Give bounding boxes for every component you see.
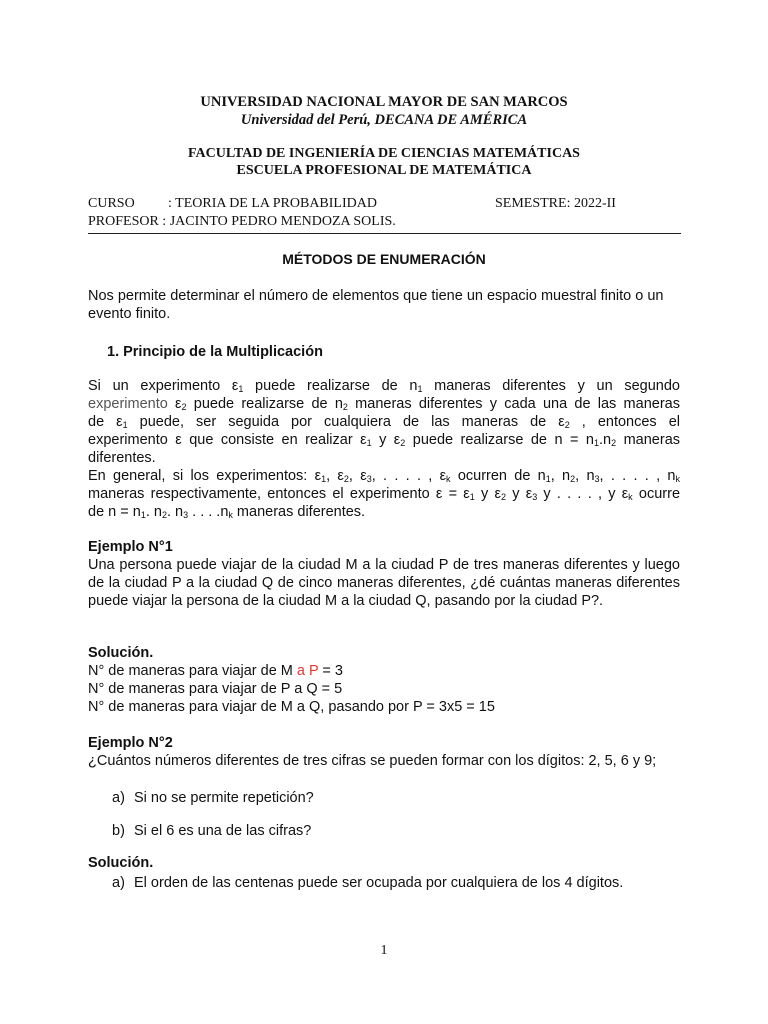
university-subtitle: Universidad del Perú, DECANA DE AMÉRICA	[240, 112, 528, 128]
page-number: 1	[380, 943, 388, 958]
example1-line2: N° de maneras para viajar de P a Q = 5	[88, 681, 343, 697]
header-divider	[88, 233, 681, 234]
course-label: CURSO	[88, 196, 135, 211]
example2-b-text: Si el 6 es una de las cifras?	[134, 823, 312, 839]
example2-b-marker: b)	[112, 823, 125, 839]
example1-line1-prefix: N° de maneras para viajar de M	[88, 663, 297, 679]
semester: SEMESTRE: 2022-II	[495, 196, 616, 211]
page-title: MÉTODOS DE ENUMERACIÓN	[282, 251, 486, 267]
section-heading: 1. Principio de la Multiplicación	[107, 344, 323, 360]
example2-text: ¿Cuántos números diferentes de tres cifras se pueden formar con los dígitos: 2, 5, 6 y 9;	[88, 753, 657, 769]
professor: PROFESOR : JACINTO PEDRO MENDOZA SOLIS.	[88, 214, 396, 229]
university-header	[88, 93, 680, 129]
faculty-header	[88, 145, 680, 179]
example1-text: Una persona puede viajar de la ciudad M a la ciudad P de tres maneras diferentes y luego de la ciudad P a la ciudad Q de cinco maneras diferentes, ¿dé cuántas maneras diferentes puede viajar la persona de la ciudad M a la ciudad Q, pasando por la ciudad P?.	[88, 557, 680, 609]
faculty-name: FACULTAD DE INGENIERÍA DE CIENCIAS MATEMÁTICAS	[188, 146, 580, 161]
example1-heading: Ejemplo N°1	[88, 539, 173, 555]
example1-solution-heading: Solución.	[88, 645, 154, 661]
example2-solution-heading: Solución.	[88, 855, 154, 871]
intro-paragraph: Nos permite determinar el número de elementos que tiene un espacio muestral finito o un evento finito.	[88, 288, 664, 322]
example1-line3: N° de maneras para viajar de M a Q, pasando por P = 3x5 = 15	[88, 699, 495, 715]
example1-line1	[88, 662, 680, 680]
example2-heading: Ejemplo N°2	[88, 735, 173, 751]
example1-line1-suffix: = 3	[318, 663, 343, 679]
university-name: UNIVERSIDAD NACIONAL MAYOR DE SAN MARCOS	[200, 94, 568, 110]
example2-solution-a-text: El orden de las centenas puede ser ocupada por cualquiera de los 4 dígitos.	[134, 875, 624, 891]
example1-line1-red: a P	[296, 663, 319, 679]
course-info	[88, 195, 680, 231]
multiplication-principle-text: Si un experimento $\varepsilon_1$ puede realizarse de $n_1$ maneras diferentes y un segundo experimento $\varepsilon_2$ puede realizarse de $n_2$ maneras diferentes y cada una de las maneras de $\varepsilon_1$ puede, ser seguida por cualquiera de las maneras de $\varepsilon_2$ , entonces el experimento ε que consiste en realizar $\varepsilon_1$ y $\varepsilon_2$ puede realizarse de $n = n_1.n_2$ maneras diferentes. En general, si los experimentos: $\varepsilon_1$, $\varepsilon_2$, $\varepsilon_3$, . . . . , $\varepsilon_k$ ocurren de $n_1$, $n_2$, $n_3$, . . . . , $n_k$ maneras respectivamente, entonces el experimento $\varepsilon = \varepsilon_1$ y $\varepsilon_2$ y $\varepsilon_3$ y . . . . , y $\varepsilon_k$ ocurre de $n = n_1$. $n_2$. $n_3$ . . . $.n_k$ maneras diferentes.	[88, 378, 681, 520]
course-value: : TEORIA DE LA PROBABILIDAD	[168, 196, 377, 211]
example2-a-marker: a)	[112, 790, 125, 806]
course-row	[88, 195, 680, 213]
example2-a-text: Si no se permite repetición?	[134, 790, 314, 806]
professor-row	[88, 213, 680, 231]
example2-solution-a-marker: a)	[112, 875, 125, 891]
school-name: ESCUELA PROFESIONAL DE MATEMÁTICA	[236, 163, 532, 178]
